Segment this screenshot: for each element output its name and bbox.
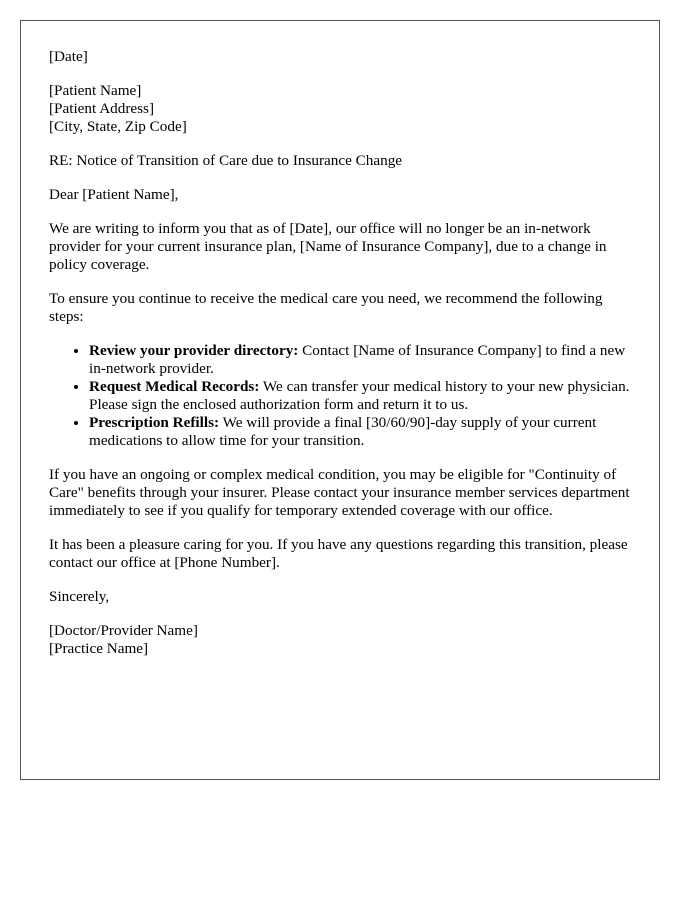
step-title: Request Medical Records: [89, 378, 260, 395]
list-item [89, 414, 631, 450]
paragraph-notice: We are writing to inform you that as of [Date], our office will no longer be an in-network provider for your current insurance plan, [Name of Insurance Company], due to a change in policy coverage. [49, 220, 607, 273]
step-title: Review your provider directory: [89, 342, 299, 359]
letter-subject: RE: Notice of Transition of Care due to Insurance Change [49, 152, 403, 169]
recipient-address: [Patient Address] [49, 100, 155, 117]
steps-list [49, 342, 631, 450]
list-item [89, 378, 631, 414]
recipient-name: [Patient Name] [49, 82, 142, 99]
recipient-address-block [49, 82, 631, 136]
signature-provider-name: [Doctor/Provider Name] [49, 622, 198, 639]
signature-practice-name: [Practice Name] [49, 640, 149, 657]
letter-date: [Date] [49, 48, 88, 65]
list-item [89, 342, 631, 378]
step-text: Contact [Name of Insurance Company] to find a new in-network provider. [89, 342, 626, 377]
letter-closing: Sincerely, [49, 588, 110, 605]
signature-block [49, 622, 631, 658]
step-title: Prescription Refills: [89, 414, 220, 431]
letter-page [20, 20, 660, 780]
step-text: We will provide a final [30/60/90]-day supply of your current medications to allow time for your transition. [89, 414, 597, 449]
recipient-city-state-zip: [City, State, Zip Code] [49, 118, 187, 135]
step-text: We can transfer your medical history to your new physician. Please sign the enclosed authorization form and return it to us. [89, 378, 630, 413]
letter-salutation: Dear [Patient Name], [49, 186, 179, 203]
paragraph-continuity-of-care: If you have an ongoing or complex medical condition, you may be eligible for "Continuity of Care" benefits through your insurer. Please contact your insurance member services department immediately to see if you qualify for temporary extended coverage with our office. [49, 466, 630, 519]
paragraph-steps-intro: To ensure you continue to receive the medical care you need, we recommend the following steps: [49, 290, 603, 325]
paragraph-closing-remarks: It has been a pleasure caring for you. If you have any questions regarding this transition, please contact our office at [Phone Number]. [49, 536, 628, 571]
